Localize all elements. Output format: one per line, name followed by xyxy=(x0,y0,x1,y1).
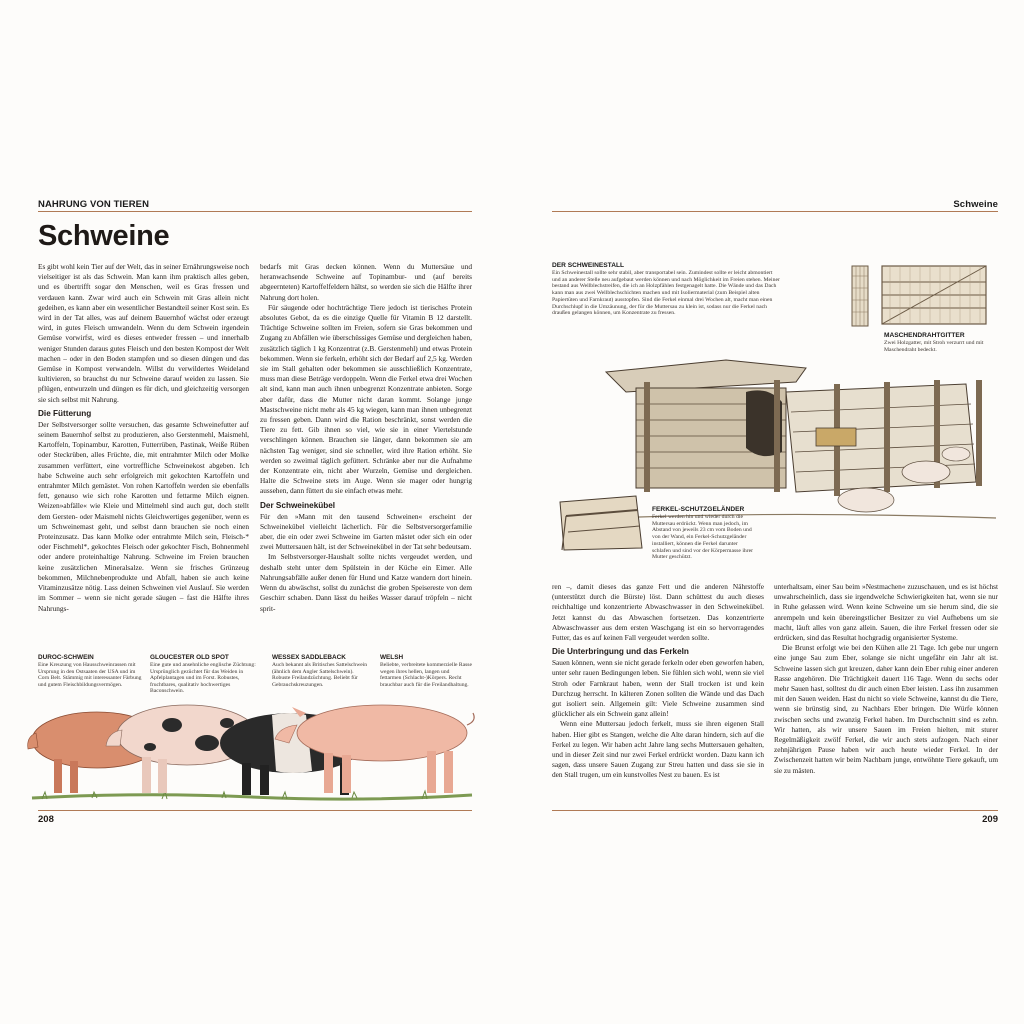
piglet-rail xyxy=(560,496,642,550)
straw-trough xyxy=(816,428,856,446)
breed-caption-welsh xyxy=(380,654,472,688)
header-rule-right xyxy=(552,211,998,212)
mesh-gate-side xyxy=(852,266,868,326)
breed-name: WESSEX SADDLEBACK xyxy=(272,654,346,661)
caption-title: FERKEL-SCHUTZGELÄNDER xyxy=(652,506,745,513)
breed-caption-wessex xyxy=(272,654,368,688)
caption-schweinestall xyxy=(552,262,782,317)
sty-hut xyxy=(606,360,806,492)
caption-text: Zwei Holzgatter, mit Stroh verzurrt und mit Maschendraht bedeckt. xyxy=(884,340,984,353)
paragraph: Für säugende oder hochträchtige Tiere jedoch ist tierisches Protein absolutes Gebot, da es die einzige Quelle für Vitamin B 12 darstellt. Trächtige Schweine sollten im Freien, sofern sie Gras bekommen und Zugang zu Abfällen wie überschüssiges Gemüse und dergleichen haben, zusätzlich täglich 1 kg Konzentrat (z.B. Gerstenmehl) und etwas Protein bekommen. Wenn sie ferkeln, erhöht sich der Bedarf auf 2,5 kg. Werden sie im Stall gehalten oder bekommen sie ausschließlich Konzentrate, muss man diese Beträge verdoppeln. Wenn die Ferkel etwa drei Wochen alt sind, kann man auch ihnen unbegrenzt Konzentrate anbieten. Sorge aber dafür, dass die Mutter nicht daran kommt. Solange junge Mastschweine nicht mehr als 45 kg wiegen, kann man ihnen unbegrenzt zu fressen geben. Dann wird die Ration beschränkt, sonst werden die Tiere zu fett. Gib ihnen so viel, wie sie in einer Viertelstunde verschlingen können. Brauchen sie länger, dann bekommen sie am nächsten Tag weniger, sind sie schneller, wird ihre Ration erhöht. Sie werden so zweimal täglich gefüttert. Schränke aber nur die Aufnahme der Konzentrate ein, nicht aber Wurzeln, Gemüse und dergleichen. Halte die Schweine stets im Auge. Wenn sie mager oder hungrig aussehen, dann füttert du sie einfach etwas mehr. xyxy=(260,302,472,496)
footer-rule-left xyxy=(38,810,472,811)
paragraph: Wenn eine Muttersau jedoch ferkelt, muss sie ihren eigenen Stall haben. Hier gibt es Stangen, welche die Alte daran hindern, sich auf die Ferkel zu legen. Wir haben acht Jahre lang sechs Muttersauen gehalten, und in dieser Zeit sind nur zwei Ferkel erdrückt worden. Dazu kann ich sagen, dass unsere Sauen Zugang zur Streu hatten und dass sie sie in den Stall trugen, um ein kunstvolles Nest zu bauen. Es ist xyxy=(552,719,764,780)
paragraph: Im Selbstversorger-Haushalt sollte nichts vergeudet werden, und deshalb steht unter dem Spülstein in der Küche ein Eimer. Alle Nahrungsabfälle außer denen für Hund und Katze wandern dort hinein. Wenn du abwäschst, sollst du zunächst die groben Speisereste von dem Geschirr schaben. Dann lässt du heißes Wasser darauf tröpfeln – nicht sprit- xyxy=(260,552,472,613)
right-page xyxy=(512,0,1024,1024)
right-column-1 xyxy=(552,582,764,808)
pig-breeds-illustration xyxy=(22,695,482,805)
mesh-gates-illustration xyxy=(850,262,990,332)
breed-caption-gloucester xyxy=(150,654,258,695)
page-number-left: 208 xyxy=(38,814,54,825)
right-column-2 xyxy=(774,582,998,808)
page-number-right: 209 xyxy=(982,814,998,825)
paragraph: Die Brunst erfolgt wie bei den Kühen alle 21 Tage. Ich gebe nur ungern eine junge Sau zum Eber, solange sie nicht ungefähr ein Jahr alt ist. Schweine lassen sich gut kreuzen, daher kann dein Eber ruhig einer anderen Rasse angehören. Die Trächtigkeit dauert 116 Tage. Wenn du sechs oder mehr Sauen hast, solltest du dir auch einen Eber leisten. Lass ihn zusammen mit den Sauen weiden. Hast du nicht so viele Schweine, kannst du die Tiere, wenn sie brünstig sind, zu Nachbars Eber bringen. Die Würfe können zwischen sechs und zwanzig Ferkel haben. Im Durchschnitt sind es zehn. Wir hatten, als wir unsere Sauen im Freien hielten, mit sturer Regelmäßigkeit zwölf Ferkel, die wir auch stets aufzogen. Nach einer zehnjährigen Pause haben wir auch heute wieder Ferkel. In der Zwischenzeit hatten wir beim Nachbarn junge, entwöhnte Tiere gekauft, um sie zu mästen. xyxy=(774,643,998,775)
heading-fuetterung: Die Fütterung xyxy=(38,408,92,418)
running-head-left: NAHRUNG VON TIEREN xyxy=(38,199,150,210)
sty-fence xyxy=(786,380,982,496)
paragraph: bedarfs mit Gras decken können. Wenn du Muttersäue und heranwachsende Schweine auf Topinambur- und (auf bereits abgeernteten) Kartoffelfeldern hältst, so werden sie sich die Hälfte ihrer Nahrung dort holen. xyxy=(260,262,472,302)
heading-unterbringung: Die Unterbringung und das Ferkeln xyxy=(552,647,689,657)
paragraph: Sauen können, wenn sie nicht gerade ferkeln oder eben geworfen haben, unter sehr rauen Bedingungen leben. Sie fühlen sich wohl, wenn sie viel Stroh oder Farnkraut haben, wenn der Stall trocken ist und kein Durchzug herrscht. In kälteren Zonen sollten die Wände und das Dach gut isoliert sein. Allgemein gilt: Viele Schweine zusammen sind glücklicher als ein Schwein ganz allein! xyxy=(552,658,764,719)
caption-ferkel-schutzgelaender xyxy=(652,506,756,561)
intro-paragraph: Es gibt wohl kein Tier auf der Welt, das in seiner Ernährungsweise noch vielseitiger ist als das Schwein. Man kann ihm praktisch alles geben, und es übertrifft sogar den Menschen, weil es Gras fressen und verdauen kann. Zwar wird auch ein Schwein mit Gras allein nicht gedeihen, es kann aber ein wesentlicher Bestandteil seiner Kost sein. Es wird in der Tat alles, was auf deinem Bauernhof wächst oder erzeugt wird, in gutes Fleisch umwandeln. Wenn du dem Schwein irgendein Gemüse vorwirfst, wird es dieses entweder fressen – und innerhalb weniger Stunden daraus gutes Fleisch und den besten Kompost der Welt machen – oder in den Boden stampfen und so diesen düngen und das Gemüse in Kompost verwandeln. Willst du verwildertes Weideland kultivieren, so brauchst du nur Schweine darauf weiden zu lassen. Sie pflügen, entwurzeln und düngen es für dich, und gleichzeitig versorgen sie sich selbst mit Nahrung. xyxy=(38,262,249,404)
mesh-gate-front xyxy=(882,266,986,324)
breed-name: WELSH xyxy=(380,654,404,661)
page-title: Schweine xyxy=(38,220,170,252)
running-head-right: Schweine xyxy=(953,199,998,210)
feeding-paragraph: Der Selbstversorger sollte versuchen, das gesamte Schweinefutter auf seinem Bauernhof selbst zu produzieren, also Gerstenmehl, Maismehl, Kartoffeln, Topinambur, Karotten, Futterrüben, Pastinak, Weiße Rüben oder Steckrüben, alles Früchte, die, mit entrahmter Milch oder Molke zusammen verfüttert, eine vortreffliche Schweinekost abgeben. Ich habe Schweine auch sehr erfolgreich mit gekochten Kartoffeln und entrahmter Milch gemästet. Von rohen Kartoffeln werden sie ebenfalls fett, genauso wie sich rohe Karotten und fettarme Milch eignen. Weizen»abfälle« wie Kleie und Mittelmehl sind auch gut, doch stellt dem Gersten- oder Maismehl nichts Gleichwertiges gegenüber, wenn es um Schweinemast geht, und selbst dann brauchen sie noch einen Proteinzusatz. Das kann Molke oder entrahmte Milch sein, Fleisch-* oder Fischmehl*, gekochtes Fleisch oder gekochter Fisch, Bohnenmehl oder andere proteinhaltige Nahrung. Schweine im Freien brauchen keine zusätzlichen Mineralsalze. Wenn sie frisches Grünzeug bekommen, Milchnebenprodukte und Abfall, haben sie auch keine Vitaminzusätze nötig. Lass deinen Schweinen viel Auslauf. Sie werden im Sommer – wenn sie nicht gerade säugen – fast die Hälfte ihres Nahrungs- xyxy=(38,419,249,613)
heading-schweinekuebel: Der Schweinekübel xyxy=(260,500,336,510)
ground-grass xyxy=(32,791,472,799)
left-column-2 xyxy=(260,262,472,650)
header-rule-left xyxy=(38,211,472,212)
paragraph: ren –, damit dieses das ganze Fett und die anderen Nährstoffe (unterstützt durch die Bürste) löst. Dann schüttest du auch dieses reichhaltige und konzentrierte Abwaschwasser in den Schweinekübel. Jetzt kannst du das Abwaschen fortsetzen. Das konzentrierte Abwaschwasser aus dem ersten Waschgang ist ein so hervorragendes Futter, das es auf keinen Fall vergeudet werden sollte. xyxy=(552,582,764,643)
breed-text: Beliebte, verbreitete kommerzielle Rasse wegen ihres hellen, langen und fettarmen (Schlacht-)Körpers. Recht brauchbar auch für die Freilandhaltung. xyxy=(380,662,472,688)
breed-text: Eine gute und ansehnliche englische Züchtung: Ursprünglich gezüchtet für das Weiden in Apfelplantagen und im Forst. Robustes, fruchtbares, qualitativ hochwertiges Baconschwein. xyxy=(150,662,256,695)
footer-rule-right xyxy=(552,810,998,811)
breed-text: Auch bekannt als Britisches Sattelschwein (ähnlich dem Angler Sattelschwein). Robuste Freilandzüchtung. Beliebt für Gebrauchskreuzungen. xyxy=(272,662,368,688)
paragraph: unterhaltsam, einer Sau beim »Nestmachen« zuzuschauen, und es ist höchst unwahrscheinlich, dass sie irgendwelche Schwierigkeiten hat, wenn sie nur in Ruhe gelassen wird. Wenn keine Schweine um sie herum sind, die sie anrempeln und kein übereingstlicher Besitzer zu viel Aufhebens um sie macht, läuft alles von ganz allein. Sauen, die ihre Ferkel fressen oder sie erdrücken, sind das Resultat hochgradig organisierter Systeme. xyxy=(774,582,998,643)
caption-text: Ein Schweinestall sollte sehr stabil, aber transportabel sein. Zumindest sollte er leicht abmontiert und an anderer Stelle neu aufgebaut werden können und nach Möglichkeit im Freien stehen. Meiner bestand aus Wellblechstreifen, die ich an Holzpfählen festgenagelt hatte. Die Wände und das Dach kann man aus zwei Wellblechschichten machen und mit Isoliermaterial (zum Beispiel alten Papiertüten und Farnkraut) ausstopfen. Sind die Ferkel einmal drei Wochen alt, macht man einen Durchschlupf in die Umzäunung, der für die Muttersau zu klein ist, sodass nur die Ferkel nach draußen gelangen können, um Konzentrate zu fressen. xyxy=(552,270,780,317)
caption-title: DER SCHWEINESTALL xyxy=(552,262,625,269)
paragraph: Für den »Mann mit den tausend Schweinen« erscheint der Schweinekübel vielleicht lächerlich. Für die Selbstversorgerfamilie aber, die ein oder zwei Schweine im Garten mästet oder sich ein oder zwei Muttersauen hält, ist der Schweinekübel in der Tat sehr bedeutsam. xyxy=(260,511,472,552)
piglet-rail-illustration xyxy=(556,492,646,554)
caption-text: Ferkel werden hin und wieder durch die Muttersau erdrückt. Wenn man jedoch, im Abstand von jeweils 23 cm vom Boden und von der Wand, ein Ferkel-Schutzgeländer installiert, können die Ferkel darunter schlafen und sind vor der Körpermasse ihrer Mutter geschützt. xyxy=(652,514,754,561)
caption-title: MASCHENDRAHTGITTER xyxy=(884,332,965,339)
breed-caption-duroc xyxy=(38,654,146,688)
breed-name: GLOUCESTER OLD SPOT xyxy=(150,654,229,661)
left-column-1 xyxy=(38,262,249,650)
breed-text: Eine Kreuzung von Hausschweinrassen mit Ursprung in den Ostsaaten der USA und im Corn Belt. Stämmig mit interessanter Färbung und gutem Fleischbildungsvermögen. xyxy=(38,662,142,688)
breed-name: DUROC-SCHWEIN xyxy=(38,654,94,661)
